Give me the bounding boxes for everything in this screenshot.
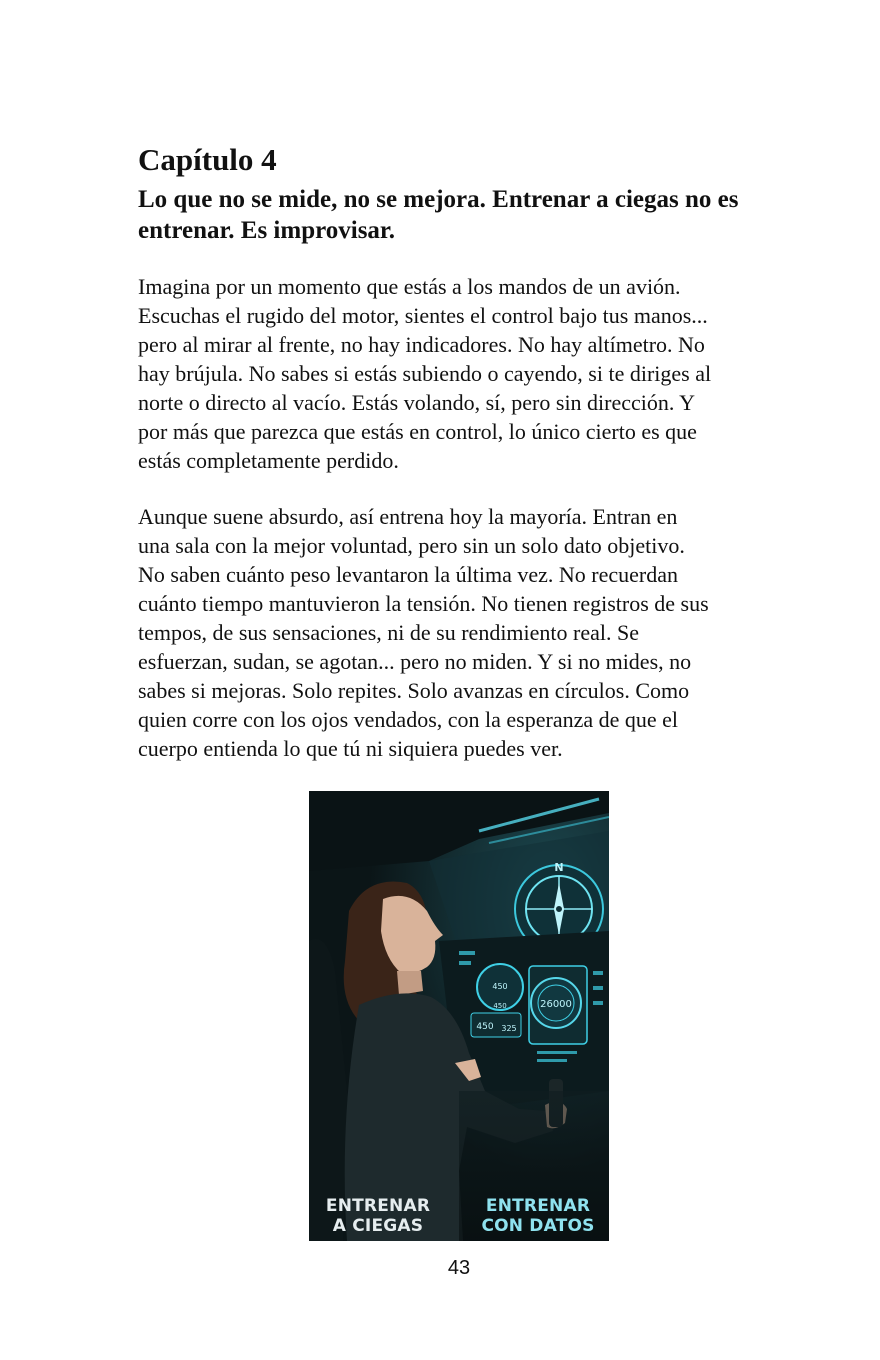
pilot-neck	[397, 971, 423, 995]
gauge-bottom-value: 450	[493, 1002, 507, 1010]
paragraph-line: por más que parezca que estás en control, lo único cierto es que	[138, 419, 697, 444]
paragraph-line: cuerpo entienda lo que tú ni siquiera puedes ver.	[138, 736, 563, 761]
cockpit-scene	[309, 791, 609, 1241]
speed-gauge	[477, 964, 523, 1010]
label-training-blind	[318, 1196, 438, 1236]
compass-north-label: N	[554, 861, 564, 874]
paragraph-line: norte o directo al vacío. Estás volando, sí, pero sin dirección. Y	[138, 390, 695, 415]
paragraph-2	[138, 502, 798, 763]
page-number: 43	[447, 1257, 471, 1279]
paragraph-line: hay brújula. No sabes si estás subiendo o cayendo, si te diriges al	[138, 361, 712, 386]
altimeter-gauge	[531, 978, 581, 1028]
altimeter-value: 26000	[540, 999, 572, 1010]
label-line: ENTRENAR	[325, 1196, 431, 1216]
paragraph-1	[138, 272, 798, 475]
label-training-data	[476, 1196, 600, 1236]
paragraph-line: pero al mirar al frente, no hay indicadores. No hay altímetro. No	[138, 332, 705, 357]
paragraph-line: quien corre con los ojos vendados, con la esperanza de que el	[138, 707, 679, 732]
chapter-title: Capítulo 4	[138, 142, 277, 177]
paragraph-line: una sala con la mejor voluntad, pero sin un solo dato objetivo.	[138, 533, 685, 558]
readout-right-value: 325	[501, 1024, 517, 1033]
paragraph-line: Aunque suene absurdo, así entrena hoy la mayoría. Entran en	[138, 504, 678, 529]
paragraph-line: No saben cuánto peso levantaron la última vez. No recuerdan	[138, 562, 679, 587]
paragraph-line: sabes si mejoras. Solo repites. Solo avanzas en círculos. Como	[138, 678, 690, 703]
gauge-top-value: 450	[492, 982, 508, 991]
paragraph-line: estás completamente perdido.	[138, 448, 399, 473]
paragraph-line: cuánto tiempo mantuvieron la tensión. No tienen registros de sus	[138, 591, 709, 616]
chapter-subtitle: Lo que no se mide, no se mejora. Entrenar a ciegas no es entrenar. Es improvisar.	[138, 186, 739, 244]
label-line: CON DATOS	[481, 1216, 595, 1236]
label-line: ENTRENAR	[485, 1196, 591, 1216]
label-line: A CIEGAS	[332, 1216, 424, 1236]
readout-left-value: 450	[476, 1022, 494, 1032]
paragraph-line: Escuchas el rugido del motor, sientes el control bajo tus manos...	[138, 303, 708, 328]
cockpit-illustration	[309, 791, 609, 1241]
paragraph-line: esfuerzan, sudan, se agotan... pero no miden. Y si no mides, no	[138, 649, 692, 674]
paragraph-line: tempos, de sus sensaciones, ni de su rendimiento real. Se	[138, 620, 640, 645]
paragraph-line: Imagina por un momento que estás a los mandos de un avión.	[138, 274, 681, 299]
